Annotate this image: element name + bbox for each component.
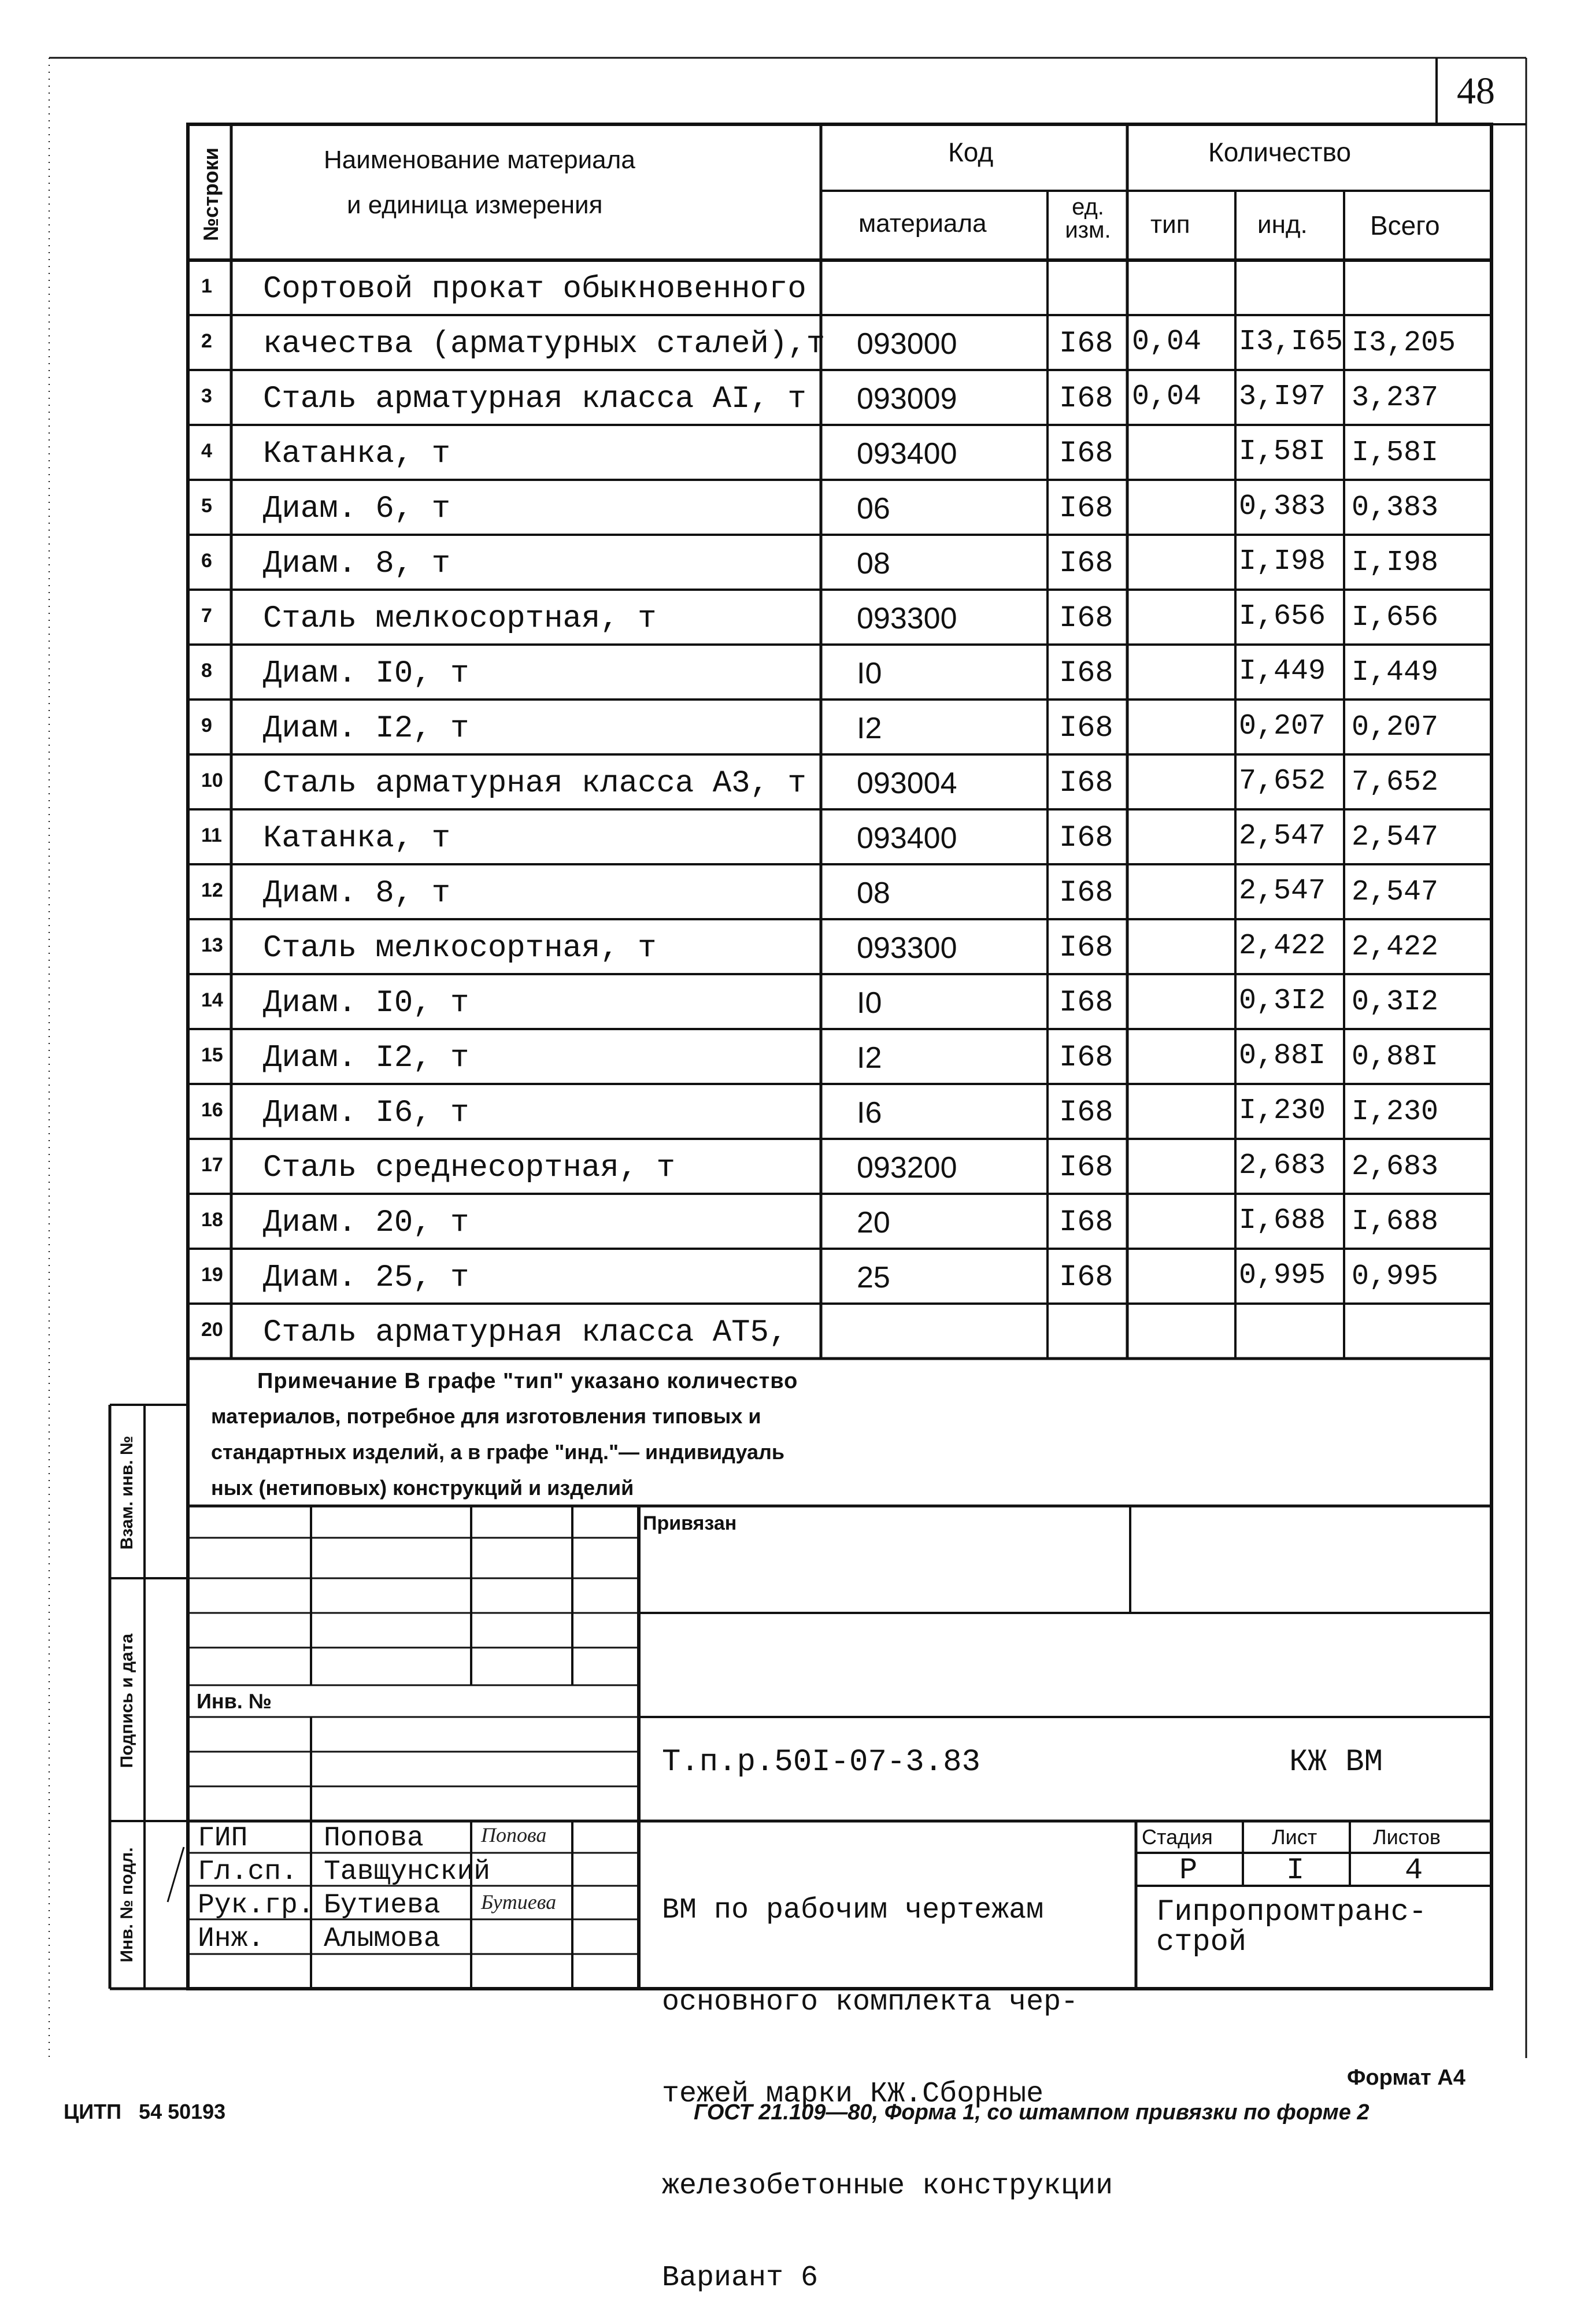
material-code: 093009 xyxy=(857,382,957,416)
person-name: Тавщунский xyxy=(324,1856,491,1888)
row-number: 2 xyxy=(201,330,212,352)
qty-individual: 2,422 xyxy=(1239,930,1326,963)
unit-code: I68 xyxy=(1059,382,1113,416)
qty-individual: I,656 xyxy=(1239,600,1326,633)
person-name: Попова xyxy=(324,1823,424,1854)
unit-code: I68 xyxy=(1059,931,1113,965)
page-number: 48 xyxy=(1457,70,1495,112)
material-name: Диам. 6, т xyxy=(263,491,451,527)
material-name: Диам. 25, т xyxy=(263,1260,469,1296)
unit-code: I68 xyxy=(1059,821,1113,855)
row-number: 10 xyxy=(201,769,223,791)
material-code: 20 xyxy=(857,1206,890,1239)
unit-code: I68 xyxy=(1059,1150,1113,1185)
row-number: 17 xyxy=(201,1154,223,1176)
material-name: Диам. I0, т xyxy=(263,986,469,1021)
drawing-title-line1: ВМ по рабочим чертежам xyxy=(662,1894,1044,1927)
qty-total: 2,683 xyxy=(1352,1150,1439,1183)
qty-individual: I,I98 xyxy=(1239,545,1326,578)
material-name: Сталь арматурная класса AI, т xyxy=(263,382,806,417)
doc-code: Т.п.р.50I-07-3.83 xyxy=(662,1745,980,1780)
code-material-header: материала xyxy=(858,209,987,238)
material-name: Диам. 8, т xyxy=(263,876,451,911)
row-number: 19 xyxy=(201,1264,223,1286)
row-number: 5 xyxy=(201,495,212,517)
row-number: 20 xyxy=(201,1319,223,1341)
qty-individual: 2,547 xyxy=(1239,875,1326,908)
footer-left: ЦИТП 54 50193 xyxy=(64,2100,226,2123)
note-line2: материалов, потребное для изготовления типовых и xyxy=(211,1404,761,1428)
drawing-title-line3: тежей марки КЖ.Сборные xyxy=(662,2078,1044,2111)
material-code: 25 xyxy=(857,1261,890,1294)
material-name: Диам. 8, т xyxy=(263,546,451,582)
qty-total: I,I98 xyxy=(1352,546,1439,579)
unit-code: I68 xyxy=(1059,986,1113,1020)
drawing-title-line4: железобетонные конструкции xyxy=(662,2170,1113,2203)
material-name: Сталь мелкосортная, т xyxy=(263,601,657,636)
qty-total: I,449 xyxy=(1352,656,1439,689)
side-label-podpis: Подпись и дата xyxy=(117,1633,136,1768)
signature: Попова xyxy=(481,1823,547,1846)
qty-total: 0,88I xyxy=(1352,1041,1439,1074)
qty-individual: 0,207 xyxy=(1239,710,1326,743)
name-header-line1: Наименование материала xyxy=(324,146,635,174)
unit-code: I68 xyxy=(1059,491,1113,526)
code-header: Код xyxy=(948,137,994,167)
sheet-value: I xyxy=(1286,1853,1305,1888)
material-name: Сталь среднесортная, т xyxy=(263,1150,675,1186)
qty-individual: 7,652 xyxy=(1239,765,1326,798)
quantity-header: Количество xyxy=(1208,137,1352,167)
sheets-label: Листов xyxy=(1373,1825,1441,1849)
role-title: Инж. xyxy=(198,1923,265,1955)
unit-code: I68 xyxy=(1059,656,1113,690)
note-line4: ных (нетиповых) конструкций и изделий xyxy=(211,1476,634,1500)
material-name: Сортовой прокат обыкновенного xyxy=(263,272,806,307)
row-number: 12 xyxy=(201,879,223,901)
note-line1: Примечание В графе "тип" указано количество xyxy=(257,1369,798,1393)
row-number: 16 xyxy=(201,1099,223,1121)
material-code: I0 xyxy=(857,986,882,1020)
note-line3: стандартных изделий, а в графе "инд."— индивидуаль xyxy=(211,1440,785,1464)
material-code: I2 xyxy=(857,712,882,745)
organization-line1: Гипропромтранс- xyxy=(1156,1895,1427,1929)
unit-code: I68 xyxy=(1059,1096,1113,1130)
material-name: Диам. I6, т xyxy=(263,1096,469,1131)
material-code: 093400 xyxy=(857,437,957,471)
qty-total: 0,207 xyxy=(1352,711,1439,744)
organization-line2: строй xyxy=(1156,1925,1247,1959)
unit-code: I68 xyxy=(1059,876,1113,910)
stage-value: Р xyxy=(1179,1853,1198,1888)
qty-individual: I,58I xyxy=(1239,435,1326,468)
material-code: 06 xyxy=(857,492,890,526)
qty-individual: 2,683 xyxy=(1239,1149,1326,1182)
qty-total-header: Всего xyxy=(1370,210,1440,240)
row-number: 13 xyxy=(201,934,223,956)
row-number: 15 xyxy=(201,1044,223,1066)
qty-individual: I,688 xyxy=(1239,1204,1326,1237)
qty-total: I,688 xyxy=(1352,1205,1439,1238)
material-code: I6 xyxy=(857,1096,882,1130)
inv-no-label: Инв. № xyxy=(197,1689,272,1713)
code-unit-header: ед. изм. xyxy=(1065,194,1111,243)
name-header-line2: и единица измерения xyxy=(347,191,603,219)
unit-code: I68 xyxy=(1059,1041,1113,1075)
material-code: 093004 xyxy=(857,767,957,800)
qty-ind-header: инд. xyxy=(1257,210,1308,239)
qty-individual: 2,547 xyxy=(1239,820,1326,853)
role-title: Гл.сп. xyxy=(198,1856,298,1888)
qty-total: 3,237 xyxy=(1352,382,1439,415)
side-label-vzam: Взам. инв. № xyxy=(117,1435,136,1550)
material-name: качества (арматурных сталей),т xyxy=(263,327,826,362)
material-name: Сталь арматурная класса А3, т xyxy=(263,766,806,801)
unit-code: I68 xyxy=(1059,546,1113,580)
qty-total: I3,205 xyxy=(1352,327,1456,360)
material-code: 08 xyxy=(857,547,890,580)
sheet-label: Лист xyxy=(1272,1825,1317,1849)
material-code: 093200 xyxy=(857,1151,957,1185)
row-number: 1 xyxy=(201,275,212,297)
unit-code: I68 xyxy=(1059,711,1113,745)
material-name: Катанка, т xyxy=(263,821,451,856)
stage-label: Стадия xyxy=(1142,1825,1213,1849)
row-number: 18 xyxy=(201,1209,223,1231)
qty-individual: 0,3I2 xyxy=(1239,985,1326,1017)
drawing-mark: КЖ ВМ xyxy=(1289,1745,1383,1780)
material-code: I0 xyxy=(857,657,882,690)
organization xyxy=(1156,1897,1427,1957)
material-code: 093400 xyxy=(857,821,957,855)
row-number-header: №строки xyxy=(199,147,223,241)
person-name: Алымова xyxy=(324,1923,441,1955)
row-number: 11 xyxy=(201,824,222,846)
unit-code: I68 xyxy=(1059,766,1113,800)
qty-total: I,656 xyxy=(1352,601,1439,634)
row-number: 6 xyxy=(201,550,212,572)
row-number: 3 xyxy=(201,385,212,407)
material-name: Диам. I2, т xyxy=(263,1041,469,1076)
qty-individual: 0,383 xyxy=(1239,490,1326,523)
qty-total: I,58I xyxy=(1352,436,1439,469)
role-title: ГИП xyxy=(198,1823,248,1854)
qty-individual: 0,88I xyxy=(1239,1039,1326,1072)
format-label: Формат А4 xyxy=(1347,2066,1465,2090)
material-code: I2 xyxy=(857,1041,882,1075)
qty-type-header: тип xyxy=(1150,210,1190,239)
qty-individual: 0,995 xyxy=(1239,1259,1326,1292)
qty-total: 2,422 xyxy=(1352,931,1439,964)
qty-type: 0,04 xyxy=(1132,325,1202,358)
material-name: Диам. 20, т xyxy=(263,1205,469,1241)
drawing-title-line2: основного комплекта чер- xyxy=(662,1986,1079,2019)
material-code: 08 xyxy=(857,876,890,910)
unit-code: I68 xyxy=(1059,1205,1113,1239)
row-number: 7 xyxy=(201,605,212,627)
unit-code: I68 xyxy=(1059,436,1113,471)
material-code: 093000 xyxy=(857,327,957,361)
qty-individual: I3,I65 xyxy=(1239,325,1343,358)
qty-total: 2,547 xyxy=(1352,821,1439,854)
material-code: 093300 xyxy=(857,931,957,965)
material-name: Сталь арматурная класса АТ5, xyxy=(263,1315,788,1350)
row-number: 8 xyxy=(201,660,212,682)
privyazan-label: Привязан xyxy=(643,1512,737,1534)
row-number: 9 xyxy=(201,715,212,737)
unit-code: I68 xyxy=(1059,1260,1113,1294)
role-title: Рук.гр. xyxy=(198,1890,314,1921)
qty-total: 0,3I2 xyxy=(1352,986,1439,1019)
qty-total: 0,383 xyxy=(1352,491,1439,524)
drawing-title-line5: Вариант 6 xyxy=(662,2262,819,2295)
material-code: 093300 xyxy=(857,602,957,635)
unit-code: I68 xyxy=(1059,327,1113,361)
side-label-inv: Инв. № подл. xyxy=(117,1847,136,1963)
qty-total: 2,547 xyxy=(1352,876,1439,909)
row-number: 4 xyxy=(201,440,212,462)
qty-total: 7,652 xyxy=(1352,766,1439,799)
material-name: Катанка, т xyxy=(263,436,451,472)
qty-individual: 3,I97 xyxy=(1239,380,1326,413)
qty-individual: I,449 xyxy=(1239,655,1326,688)
material-name: Диам. I2, т xyxy=(263,711,469,746)
material-name: Сталь мелкосортная, т xyxy=(263,931,657,966)
row-number: 14 xyxy=(201,989,223,1011)
signature: Бутиева xyxy=(481,1890,557,1914)
qty-type: 0,04 xyxy=(1132,380,1202,413)
qty-total: 0,995 xyxy=(1352,1260,1439,1293)
drawing-title xyxy=(662,1834,1113,2324)
person-name: Бутиева xyxy=(324,1890,441,1921)
material-name: Диам. I0, т xyxy=(263,656,469,691)
unit-code: I68 xyxy=(1059,601,1113,635)
footer-gost: ГОСТ 21.109—80, Форма 1, со штампом привязки по форме 2 xyxy=(694,2100,1370,2125)
qty-individual: I,230 xyxy=(1239,1094,1326,1127)
qty-total: I,230 xyxy=(1352,1096,1439,1128)
sheets-value: 4 xyxy=(1405,1853,1423,1888)
